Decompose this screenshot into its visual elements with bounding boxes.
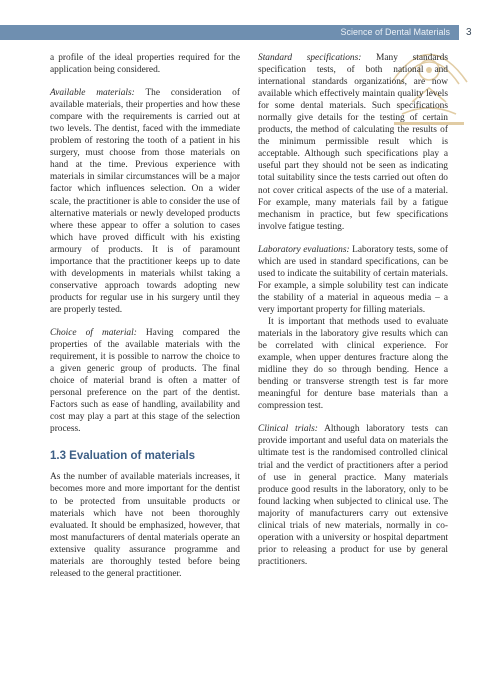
left-column bbox=[50, 52, 240, 580]
paragraph-body: The consideration of available materials, their properties and how these compare with the requirements is carried out at two levels. The dentist, faced with the immediate problem of restoring the tooth of a patient in his surgery, must choose from those materials on hand at the time. Previous experience with materials in similar circumstances will be a major factor which influences selection. On a wider scale, the practitioner is able to consider the use of alternative materials or newly developed products where these appear to offer a solution to cases which have proved difficult with his existing armoury of products. It is of paramount importance that the practitioner keeps up to date with developments in materials whilst taking a conservative approach towards adopting new products for regular use in his surgery until they are properly tested. bbox=[50, 88, 240, 315]
paragraph-continuation: a profile of the ideal properties required for the application being considered. bbox=[50, 53, 240, 76]
running-title: Science of Dental Materials bbox=[340, 27, 450, 37]
paragraph-body: Many standards specification tests, of both national and international standards organizations, are now available which effectively maintain quality levels for some dental materials. Such specifications normally give details for the testing of certain products, the method of calculating the results of the minimum permissible result which is acceptable. Although such specifications play a useful part they should not be seen as indicating total suitability since the tests carried out often do not cover critical aspects of the use of a material. For example, many materials fail by a fatigue mechanism in practice, but few specifications involve fatigue testing. bbox=[258, 53, 448, 232]
paragraph-laboratory-correlation: It is important that methods used to evaluate materials in the laboratory give results which can be correlated with clinical experience. For example, when upper dentures fracture along the midline they do so through bending. Hence a bending or transverse strength test is far more meaningful for denture base materials than a compression test. bbox=[258, 316, 448, 412]
paragraph-evaluation-intro: As the number of available materials increases, it becomes more and more important for the dentist to be protected from unsuitable products or materials which have not been thoroughly evaluated. It should be emphasized, however, that most manufacturers of dental materials operate an extensive quality assurance programme and materials are thoroughly tested before being released to the general practitioner. bbox=[50, 472, 240, 579]
paragraph-body: Laboratory tests, some of which are used in standard specifications, can be used to indicate the suitability of certain materials. For example, a simple solubility test can indicate the stability of a material in aqueous media – a very important property for filling materials. bbox=[258, 244, 448, 315]
right-column bbox=[258, 52, 448, 568]
section-heading: 1.3 Evaluation of materials bbox=[50, 450, 196, 463]
paragraph-lead-term: Standard specifications: bbox=[258, 53, 362, 63]
paragraph-laboratory-evaluations bbox=[258, 244, 448, 316]
paragraph-body: Although laboratory tests can provide important and useful data on materials the ultimate test is the randomised controlled clinical trial and the verdict of practitioners after a period of use in general practice. Many materials produce good results in the laboratory, only to be found lacking when subjected to clinical use. The majority of manufacturers carry out extensive clinical trials of new materials, normally in co-operation with a university or hospital department prior to releasing a product for use by general practitioners. bbox=[258, 424, 448, 567]
paragraph-standard-specifications bbox=[258, 52, 448, 233]
paragraph-body: Having compared the properties of the available materials with the requirement, it is possible to narrow the choice to a given generic group of products. The final choice of material brand is often a matter of personal preference on the part of the dentist. Factors such as ease of handling, availability and cost may play a part at this stage of the selection process. bbox=[50, 327, 240, 435]
paragraph-lead-term: Choice of material: bbox=[50, 327, 137, 338]
paragraph-clinical-trials bbox=[258, 423, 448, 568]
paragraph-lead-term: Laboratory evaluations: bbox=[258, 244, 350, 255]
paragraph-available-materials bbox=[50, 87, 240, 316]
paragraph-lead-term: Available materials: bbox=[50, 88, 135, 99]
paragraph-lead-term: Clinical trials: bbox=[258, 424, 318, 435]
page-number: 3 bbox=[466, 27, 472, 38]
paragraph-choice-of-material bbox=[50, 327, 240, 435]
